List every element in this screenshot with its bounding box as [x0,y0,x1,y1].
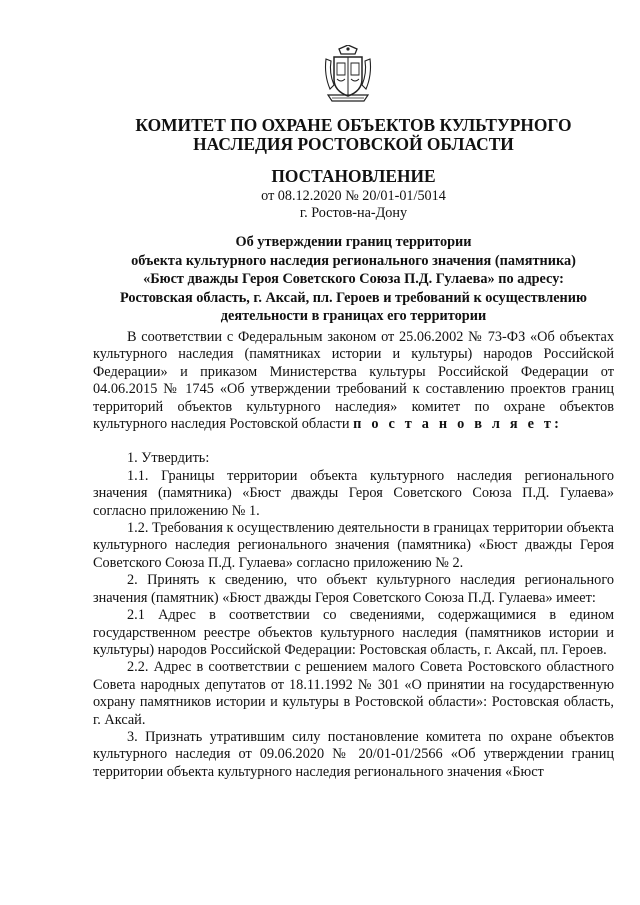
paragraph-2-1: 2.1 Адрес в соответствии со сведениями, содержащимися в едином государственном реестре объектов культурного наследия (памятников истории и культуры) народов Российской Федерации: Ростовская область, г. Аксай, пл. Героев. [93,607,614,658]
paragraph-1-1: 1.1. Границы территории объекта культурного наследия регионального значения (памятника) «Бюст дважды Героя Советского Союза П.Д. Гулаева» согласно приложению № 1. [93,467,614,519]
paragraph-1: 1. Утвердить: [127,450,210,467]
subject-line-5: деятельности в границах его территории [220,308,487,324]
paragraph-2-2: 2.2. Адрес в соответствии с решением малого Совета Ростовского областного Совета народных депутатов от 18.11.1992 № 301 «О принятии на государственную охрану памятников истории и культуры в Ростовской области»: Ростовская область, г. Аксай. [93,659,614,728]
document-city: г. Ростов-на-Дону [299,205,408,221]
organization-line-1: КОМИТЕТ ПО ОХРАНЕ ОБЪЕКТОВ КУЛЬТУРНОГО [135,115,572,135]
coat-of-arms-emblem [322,45,374,103]
subject-line-3: «Бюст дважды Героя Советского Союза П.Д. Гулаева» по адресу: [143,271,564,287]
subject-line-2: объекта культурного наследия регионального значения (памятника) [131,252,576,269]
document-type: ПОСТАНОВЛЕНИЕ [271,166,436,186]
document-date-number: от 08.12.2020 № 20/01-01/5014 [261,188,446,204]
preamble-text: В соответствии с Федеральным законом от 25.06.2002 № 73-ФЗ «Об объектах культурного наследия (памятниках истории и культуры) народов Российской Федерации» и приказом Министерства культуры Российской Федерации от 04.06.2015 № 1745 «Об утверждении требований к составлению проектов границ территорий объектов культурного наследия» комитет по охране объектов культурного наследия Ростовской области [93,329,614,433]
paragraph-3: 3. Признать утратившим силу постановление комитета по охране объектов культурного наследия от 09.06.2020 № 20/01-01/2566 «Об утверждении границ территории объекта культурного наследия регионального значения «Бюст [93,728,614,780]
subject-line-4: Ростовская область, г. Аксай, пл. Героев и требований к осуществлению [120,289,587,306]
paragraph-1-2: 1.2. Требования к осуществлению деятельности в границах территории объекта культурного наследия регионального значения (памятника) «Бюст дважды Героя Советского Союза П.Д. Гулаева» согласно приложению № 2. [93,520,614,571]
paragraph-2: 2. Принять к сведению, что объект культурного наследия регионального значения (памятник) «Бюст дважды Героя Советского Союза П.Д. Гулаева» имеет: [93,572,614,606]
document-body [93,329,614,781]
document-subject [93,233,614,326]
subject-line-1: Об утверждении границ территории [235,234,472,250]
organization-name [93,116,614,154]
resolves-word: п о с т а н о в л я е т: [353,416,563,433]
organization-line-2: НАСЛЕДИЯ РОСТОВСКОЙ ОБЛАСТИ [193,134,514,154]
preamble-paragraph [93,329,614,433]
